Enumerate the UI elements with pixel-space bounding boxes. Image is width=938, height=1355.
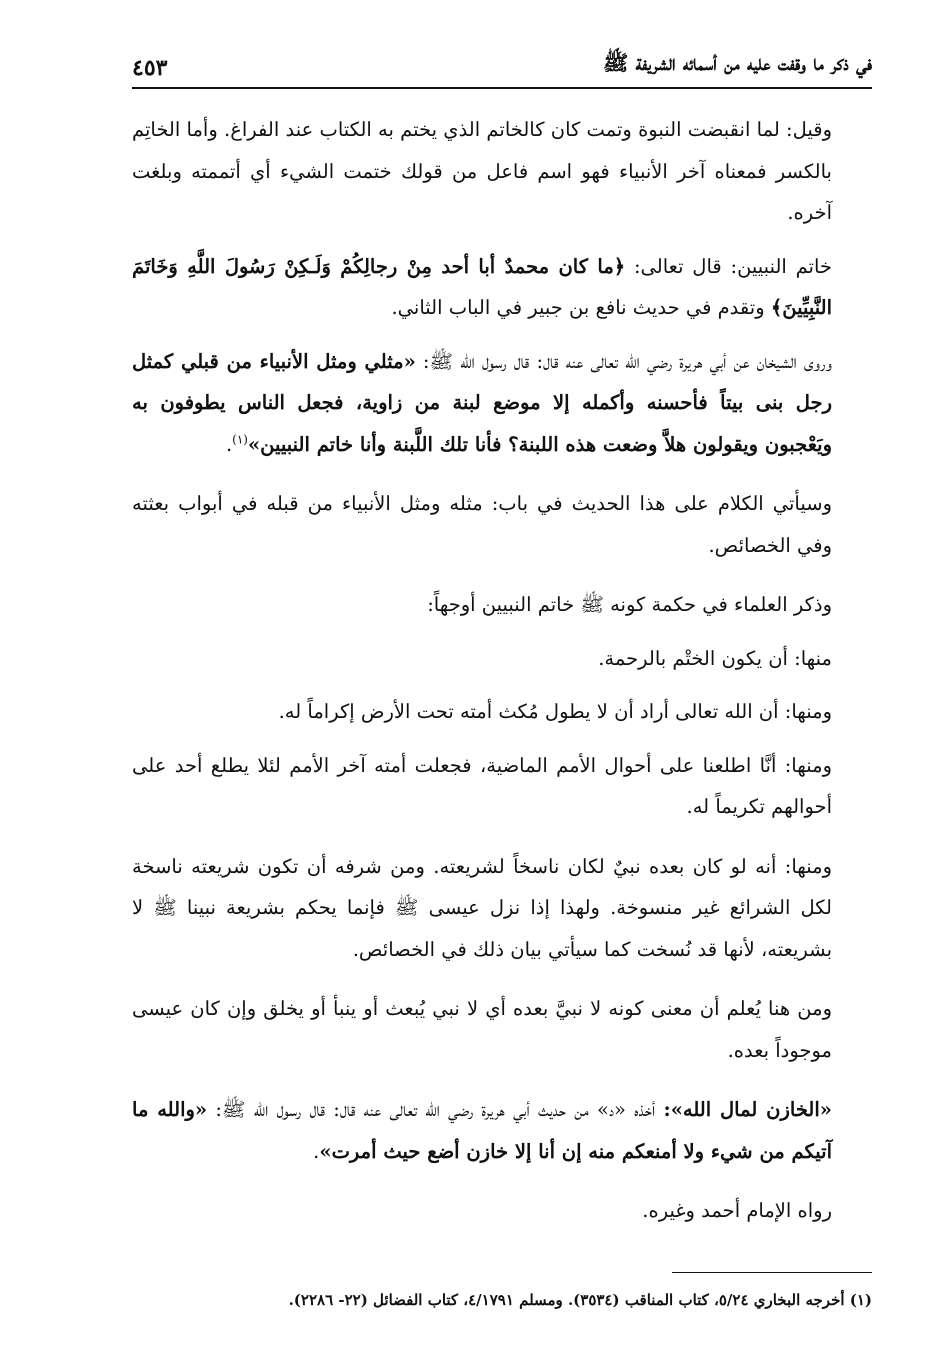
paragraph-wisdom-intro [132, 584, 872, 626]
paragraph-wisdom-4 [132, 846, 872, 971]
paragraph-end: . [313, 1139, 320, 1163]
paragraph-wisdom-2 [132, 691, 872, 733]
paragraph-text: ومنها: أنه لو كان بعده نبيٌ لكان ناسخاً لشريعته. ومن شرفه أن تكون شريعته ناسخة لكل الشرائع غير منسوخة. ولهذا إذا نزل عيسى ﷺ فإنما يحكم بشريعة نبينا ﷺ لا بشريعته، لأنها قد نُسخت كما سيأتي بيان ذلك في الخصائص. [132, 854, 832, 961]
paragraph-upcoming [132, 483, 872, 566]
paragraph-khatam-meaning [132, 109, 872, 234]
paragraph-text: وسيأتي الكلام على هذا الحديث في باب: مثله ومثل الأنبياء من قبله في أبواب بعثته وفي الخصائص. [132, 492, 832, 557]
paragraph-wisdom-1 [132, 638, 872, 680]
page-number: ٤٥٣ [132, 55, 168, 81]
paragraph-khatam-nabiyyin [132, 246, 872, 329]
paragraph-end: . [225, 432, 233, 456]
paragraph-rest: وتقدم في حديث نافع بن جبير في الباب الثاني. [391, 296, 771, 319]
paragraph-no-prophet-after [132, 988, 872, 1071]
header-title: في ذكر ما وقفت عليه من أسمائه الشريفة ﷺ [602, 50, 872, 75]
paragraph-hadith-brick [132, 341, 872, 466]
paragraph-text: ومن هنا يُعلم أن معنى كونه لا نبيَّ بعده أي لا نبي يُبعث أو ينبأ أو يخلق وإن كان عيسى موجوداً بعده. [132, 997, 832, 1062]
paragraph-text: منها: أن يكون الختْم بالرحمة. [598, 646, 832, 670]
paragraph-text: ومنها: أنَّا اطلعنا على أحوال الأمم الماضية، فجعلت أمته آخر الأمم لئلا يطلع أحد على أحوالهم تكريماً له. [132, 753, 832, 818]
paragraph-text: وذكر العلماء في حكمة كونه ﷺ خاتم النبيين أوجهاً: [427, 593, 832, 616]
footnote-reference: (١) [232, 432, 248, 446]
paragraph-text: وقيل: لما انقبضت النبوة وتمت كان كالخاتم الذي يختم به الكتاب عند الفراغ. وأما الخاتِم بالكسر فمعناه آخر الأنبياء فهو اسم فاعل من قولك ختمت الشيء أي أتممته وبلغت آخره. [132, 118, 832, 224]
paragraph-text: ومنها: أن الله تعالى أراد أن لا يطول مُكث أمته تحت الأرض إكراماً له. [278, 700, 832, 723]
paragraph-narrated-by [132, 1190, 872, 1232]
page [132, 50, 872, 1327]
running-header [132, 50, 872, 89]
entry-term: «الخازن لمال الله»: [663, 1098, 832, 1121]
hadith-text: «مثلي ومثل الأنبياء من قبلي كمثل رجل بنى بيتاً فأحسنه وأكمله إلا موضع لبنة من زاوية، فجعل الناس يطوفون به ويَعْجبون ويقولون هلاَّ وضعت هذه اللبنة؟ فأنا تلك اللَّبنة وأنا خاتم النبيين» [132, 349, 832, 456]
paragraph-text: رواه الإمام أحمد وغيره. [642, 1199, 832, 1222]
paragraph-intro: أخذه «د» من حديث أبي هريرة رضي الله تعالى عنه قال: قال رسول الله ﷺ: [207, 1098, 664, 1121]
footnote-separator [672, 1272, 872, 1273]
paragraph-wisdom-3 [132, 745, 872, 828]
paragraph-intro: وروى الشيخان عن أبي هريرة رضي الله تعالى عنه قال: قال رسول الله ﷺ: [415, 349, 832, 373]
quran-verse: ﴿ما كان محمدٌ أبا أحد مِنْ رجالِكُمْ وَلَـكِنْ رَسُولَ اللَّهِ وَخَاتَمَ النَّبِيِّينَ﴾ [132, 254, 832, 319]
hadith-text: «والله ما آتيكم من شيء ولا أمنعكم منه إن أنا إلا خازن أضع حيث أمرت» [132, 1098, 832, 1163]
paragraph-intro: خاتم النبيين: قال تعالى: [625, 254, 832, 278]
footnote: (١) أخرجه البخاري ٥/٢٤، كتاب المناقب (٣٥٣٤). ومسلم ٤/١٧٩١، كتاب الفضائل (٢٢- ٢٢٨٦). [288, 1290, 872, 1309]
paragraph-khazin [132, 1089, 872, 1172]
